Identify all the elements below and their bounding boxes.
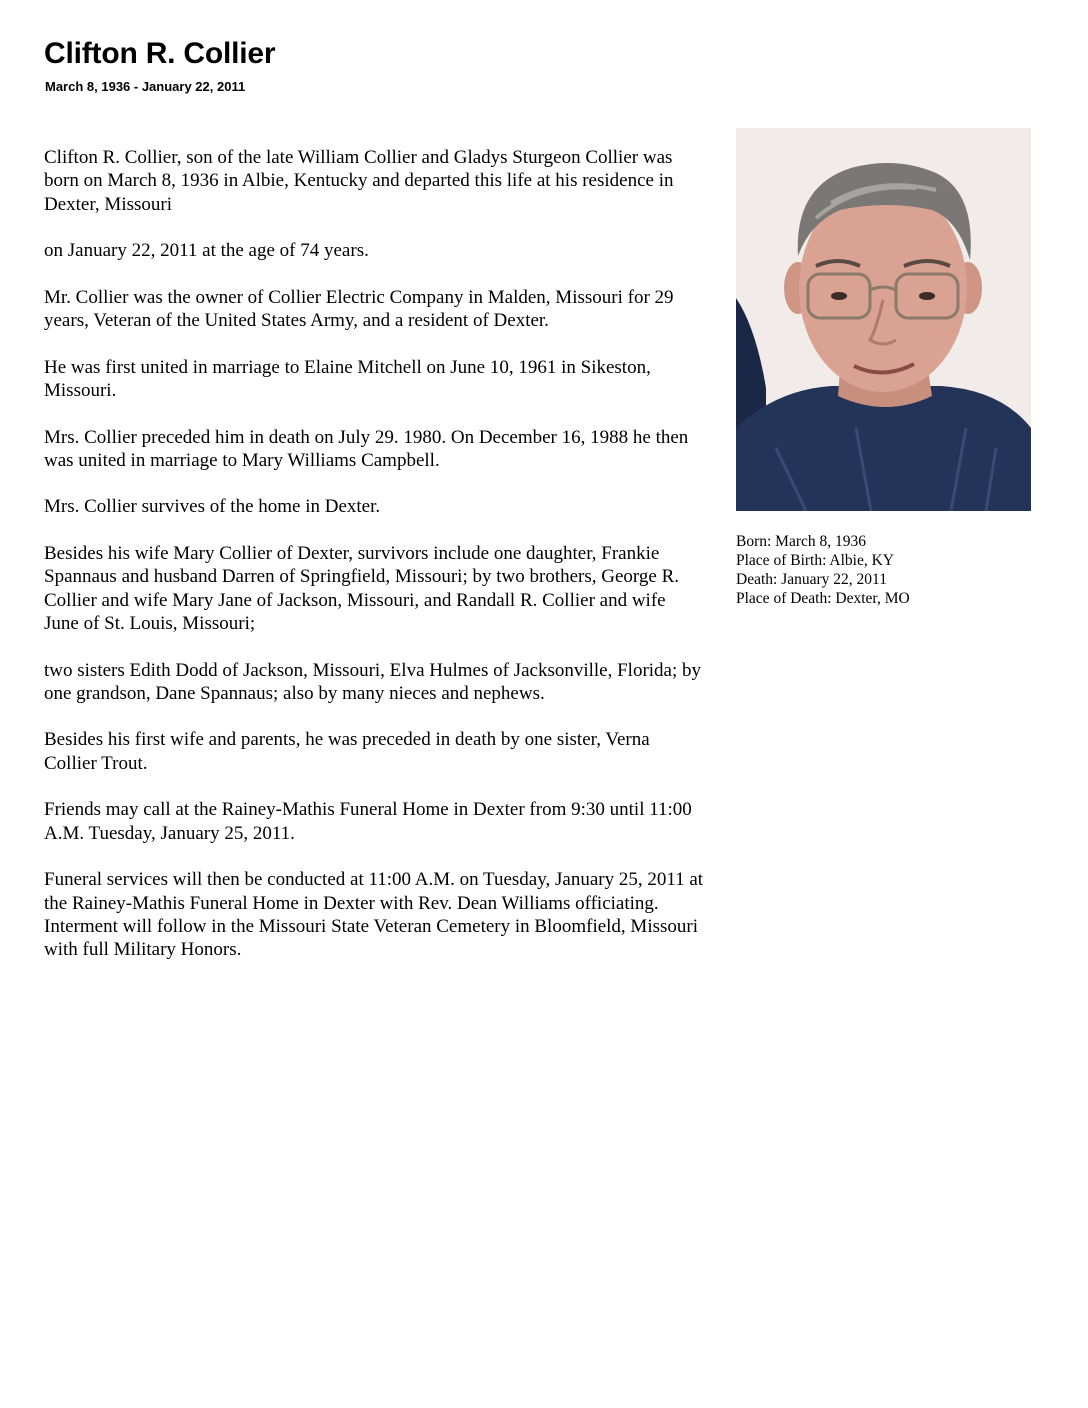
obituary-paragraph: Funeral services will then be conducted at 11:00 A.M. on Tuesday, January 25, 2011 at the Rainey-Mathis Funeral Home in Dexter with Rev. Dean Williams officiating. Interment will follow in the Missouri State Veteran Cemetery in Bloomfield, Missouri with full Military Honors. [44,869,704,961]
portrait-photo [736,128,1031,511]
obituary-paragraph: Mr. Collier was the owner of Collier Electric Company in Malden, Missouri for 29 years, Veteran of the United States Army, and a resident of Dexter. [44,286,674,332]
born-fact: Born: March 8, 1936 [736,533,867,550]
birthplace-fact: Place of Birth: Albie, KY [736,552,894,569]
obituary-paragraph: He was first united in marriage to Elaine Mitchell on June 10, 1961 in Sikeston, Missouri. [44,356,651,401]
obituary-paragraph: Besides his first wife and parents, he was preceded in death by one sister, Verna Collier Trout. [44,729,650,774]
page-title: Clifton R. Collier [44,37,276,70]
vital-facts [736,532,1036,608]
obituary-paragraph: Mrs. Collier preceded him in death on July 29. 1980. On December 16, 1988 he then was united in marriage to Mary Williams Campbell. [44,426,689,471]
obituary-text [44,146,704,985]
life-dates: March 8, 1936 - January 22, 2011 [45,79,246,94]
obituary-paragraph: Clifton R. Collier, son of the late William Collier and Gladys Sturgeon Collier was born on March 8, 1936 in Albie, Kentucky and departed this life at his residence in Dexter, Missouri [44,147,674,215]
deathplace-fact: Place of Death: Dexter, MO [736,590,910,607]
obituary-paragraph: Friends may call at the Rainey-Mathis Funeral Home in Dexter from 9:30 until 11:00 A.M. Tuesday, January 25, 2011. [44,799,692,844]
death-fact: Death: January 22, 2011 [736,571,887,588]
obituary-paragraph: Besides his wife Mary Collier of Dexter, survivors include one daughter, Frankie Spannaus and husband Darren of Springfield, Missouri; by two brothers, George R. Collier and wife Mary Jane of Jackson, Missouri, and Randall R. Collier and wife June of St. Louis, Missouri; [44,543,679,634]
obituary-paragraph: Mrs. Collier survives of the home in Dexter. [44,496,381,518]
obituary-paragraph: two sisters Edith Dodd of Jackson, Missouri, Elva Hulmes of Jacksonville, Florida; by one grandson, Dane Spannaus; also by many nieces and nephews. [44,659,702,704]
obituary-paragraph: on January 22, 2011 at the age of 74 years. [44,240,369,262]
